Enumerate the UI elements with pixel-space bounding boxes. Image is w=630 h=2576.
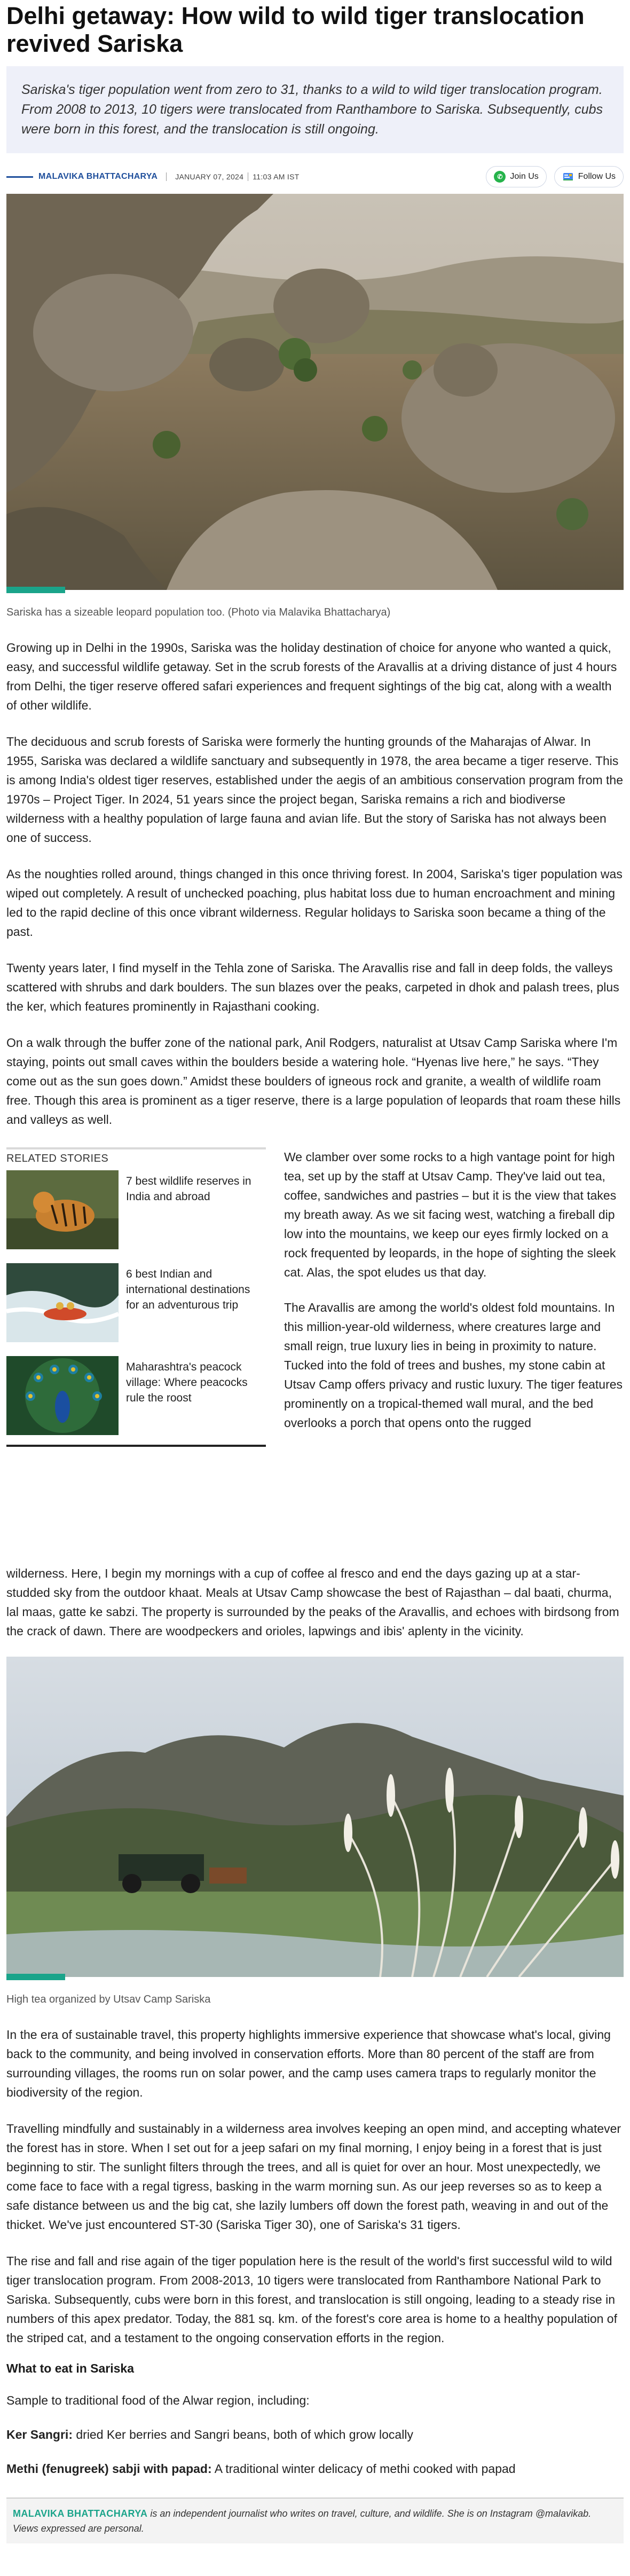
food-item-name: Methi (fenugreek) sabji with papad: — [6, 2462, 212, 2476]
body-paragraph: Travelling mindfully and sustainably in a wilderness area involves keeping an open mind, and accepting whatever the forest has in store. When I set out for a jeep safari on my final morning, I enjoy being in a forest that is just beginning to stir. The sunlight filters through the trees, and all is quiet for over an hour. Most unexpectedly, we come face to face with a regal tigress, basking in the warm morning sun. As our jeep reverses so as to keep a safe distance between us and the big cat, she lazily lumbers off down the forest path, weaving in and out of the thicket. We've just encountered ST-30 (Sariska Tiger 30), one of Sariska's 31 tigers. — [6, 2122, 621, 2232]
follow-us-label: Follow Us — [578, 172, 616, 181]
rocky-landscape-image — [6, 194, 624, 590]
body-paragraph: In the era of sustainable travel, this property highlights immersive experience that showcase what's local, giving back to the community, and being involved in conservation efforts. More than 80 percent of the staff are from surrounding villages, the rooms run on solar power, and the camp uses camera traps to regularly monitor the biodiversity of the region. — [6, 2028, 611, 2099]
body-paragraph: As the noughties rolled around, things changed in this once thriving forest. In 2004, Sariska's tiger population was wiped out completely. A result of unchecked poaching, plus habitat loss due to human encroachment and mining led to the rapid decline of this once vibrant wilderness. Regular holidays to Sariska soon became a thing of the past. — [6, 867, 623, 939]
tiger-thumbnail — [6, 1170, 119, 1249]
body-paragraph: Growing up in Delhi in the 1990s, Sariska was the holiday destination of choice for anyone who wanted a quick, easy, and successful wildlife getaway. Set in the scrub forests of the Aravallis at a driving distance of just 4 hours from Delhi, the tiger reserve offered safari experiences and frequent sightings of the big cat, along with a wealth of other wildlife. — [6, 641, 617, 712]
byline — [6, 160, 624, 194]
related-stories-heading: RELATED STORIES — [6, 1147, 266, 1165]
article-headline: Delhi getaway: How wild to wild tiger translocation revived Sariska — [6, 2, 585, 57]
food-intro: Sample to traditional food of the Alwar region, including: — [6, 2393, 310, 2407]
hero-image — [6, 194, 624, 590]
bio-author-name[interactable]: MALAVIKA BHATTACHARYA — [13, 2508, 148, 2519]
image-accent-bar — [6, 587, 65, 593]
related-story[interactable] — [6, 1356, 266, 1435]
article-summary — [6, 66, 624, 153]
food-item-desc: dried Ker berries and Sangri beans, both of which grow locally — [72, 2428, 413, 2441]
byline-divider — [166, 172, 167, 181]
publish-date: JANUARY 07, 2024 — [175, 172, 244, 181]
article-body — [6, 638, 624, 1129]
second-image-caption: High tea organized by Utsav Camp Sariska — [6, 1994, 211, 2005]
image-accent-bar — [6, 1974, 65, 1980]
author-link[interactable]: MALAVIKA BHATTACHARYA — [38, 172, 158, 181]
camp-landscape-image — [6, 1657, 624, 1977]
bio-text: is an independent journalist who writes on travel, culture, and wildlife. She is on Instagram @malavikab. Views expressed are personal. — [13, 2508, 592, 2534]
body-paragraph: The rise and fall and rise again of the tiger population here is the result of the world's first successful wild to wild tiger translocation program. From 2008-2013, 10 tigers were translocated from Ranthambore National Park to Sariska. Subsequently, cubs were born in this forest, and translocation is still ongoing, leading to a steady rise in numbers of this apex predator. Today, the 881 sq. km. of the forest's core area is home to a healthy population of the striped cat, and a testament to the ongoing conservation efforts in the region. — [6, 2254, 617, 2345]
body-paragraph: We clamber over some rocks to a high vantage point for high tea, set up by the staff at Utsav Camp. They've laid out tea, coffee, sandwiches and pastries – but it is the view that takes my breath away. As we sit facing west, watching a fireball dip low into the mountains, we keep our eyes firmly locked on a rock frequented by leopards, in the hope of sighting the sleek cat. Alas, the spot eludes us that day. — [284, 1150, 617, 1279]
food-item — [6, 2459, 624, 2478]
related-stories — [6, 1147, 266, 1447]
food-item-desc: A traditional winter delicacy of methi cooked with papad — [211, 2462, 516, 2476]
body-paragraph: wilderness. Here, I begin my mornings with a cup of coffee al fresco and end the days gazing up at a star-studded sky from the outdoor khaat. Meals at Utsav Camp showcase the best of Rajasthan – dal baati, churma, lal maas, gatte ke sabzi. The property is surrounded by the peaks of the Aravallis, and echoes with birdsong from the crack of dawn. There are woodpeckers and orioles, lapwings and ibis' aplenty in the vicinity. — [6, 1566, 619, 1638]
rafting-thumbnail — [6, 1263, 119, 1342]
join-us-label: Join Us — [510, 172, 539, 181]
food-heading: What to eat in Sariska — [6, 2361, 135, 2375]
peacock-thumbnail — [6, 1356, 119, 1435]
related-story-title: 6 best Indian and international destinations for an adventurous trip — [126, 1268, 250, 1311]
body-paragraph: The deciduous and scrub forests of Sariska were formerly the hunting grounds of the Maharajas of Alwar. In 1955, Sariska was declared a wildlife sanctuary and subsequently in 1978, the area became a tiger reserve. This is among India's oldest tiger reserves, established under the aegis of an ambitious conservation program from the 1970s – Project Tiger. In 2024, 51 years since the project began, Sariska remains a rich and biodiverse wilderness with a healthy population of large fauna and avian life. But the story of Sariska has not always been one of success. — [6, 735, 624, 845]
body-paragraph: Twenty years later, I find myself in the Tehla zone of Sariska. The Aravallis rise and fall in deep folds, the valleys scattered with shrubs and dark boulders. The sun blazes over the peaks, carpeted in dhok and palash trees, plus the ker, which features prominently in Rajasthani cooking. — [6, 961, 619, 1013]
whatsapp-icon: ✆ — [494, 171, 506, 183]
body-paragraph: On a walk through the buffer zone of the national park, Anil Rodgers, naturalist at Utsav Camp Sariska where I'm staying, points out small caves within the boulders beside a watering hole. “Hyenas live here,” he says. “They come out as the sun goes down.” Amidst these boulders of igneous rock and granite, a wealth of wildlife roam free. Though this area is prominent as a tiger reserve, there is a large population of leopards that roam these hills and valleys as well. — [6, 1036, 621, 1126]
author-bio — [6, 2498, 624, 2543]
related-story-title: 7 best wildlife reserves in India and abroad — [126, 1175, 251, 1203]
high-tea-image — [6, 1657, 624, 1977]
article-body-continued — [6, 2025, 624, 2347]
food-item-name: Ker Sangri: — [6, 2428, 73, 2441]
related-story-title: Maharashtra's peacock village: Where peacocks rule the roost — [126, 1361, 248, 1404]
related-section — [6, 1147, 624, 1564]
food-item — [6, 2425, 624, 2444]
related-stories-footer-rule — [6, 1445, 266, 1447]
related-story[interactable] — [6, 1170, 266, 1249]
side-column — [284, 1147, 624, 1432]
food-section — [6, 2391, 624, 2478]
byline-rule — [6, 176, 33, 178]
google-news-icon — [562, 171, 574, 183]
related-story[interactable] — [6, 1263, 266, 1342]
join-us-button[interactable] — [486, 166, 546, 187]
hero-caption: Sariska has a sizeable leopard population too. (Photo via Malavika Bhattacharya) — [6, 606, 391, 618]
follow-us-button[interactable] — [554, 166, 624, 187]
summary-text: Sariska's tiger population went from zero to 31, thanks to a wild to wild tiger translocation program. From 2008 to 2013, 10 tigers were translocated from Ranthambore to Sariska. Subsequently, cubs were born in this forest, and the translocation is still ongoing. — [21, 82, 603, 137]
body-paragraph: The Aravallis are among the world's oldest fold mountains. In this million-year-old wilderness, where creatures large and small reign, true luxury lies in being in proximity to nature. Tucked into the fold of trees and bushes, my stone cabin at Utsav Camp offers privacy and rustic luxury. The tiger features prominently on a tropical-themed wall mural, and the bed overlooks a porch that opens onto the rugged — [284, 1301, 623, 1430]
publish-time: 11:03 AM IST — [253, 172, 300, 181]
